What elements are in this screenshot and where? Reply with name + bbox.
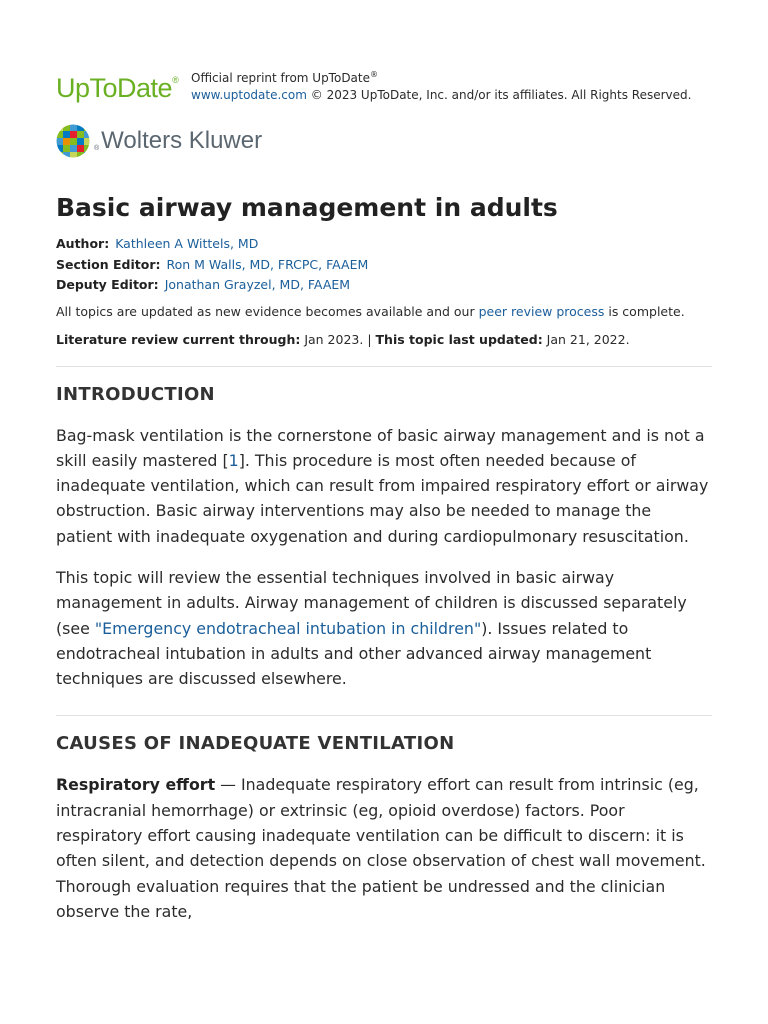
wolters-kluwer-mosaic-icon bbox=[56, 124, 90, 158]
respiratory-effort-subheading: Respiratory effort bbox=[56, 775, 216, 795]
causes-p1-text: — Inadequate respiratory effort can result from intrinsic (eg, intracranial hemorrhage) or extrinsic (eg, opioid overdose) factors. Poor respiratory effort causing inadequate ventilation can be difficult to discern: it is often silent, and detection depends on close observation of chest wall movement. Thorough evaluation requires that the patient be undressed and the clinician observe the rate, bbox=[56, 775, 706, 921]
intro-paragraph-1 bbox=[56, 423, 712, 549]
reprint-reg: ® bbox=[370, 70, 378, 79]
article-credits bbox=[56, 234, 712, 296]
causes-paragraph-1 bbox=[56, 772, 712, 924]
intro-p1-text-a: Bag-mask ventilation is the cornerstone of basic airway management and is not a skill easily mastered [ bbox=[56, 425, 705, 470]
article bbox=[56, 190, 712, 924]
wolters-kluwer-name: Wolters Kluwer bbox=[101, 127, 263, 154]
update-note-pre: All topics are updated as new evidence becomes available and our bbox=[56, 303, 479, 319]
lit-review-value: Jan 2023. | bbox=[300, 331, 376, 347]
deputy-editor-label: Deputy Editor: bbox=[56, 277, 159, 292]
deputy-editor-row bbox=[56, 275, 712, 296]
author-link[interactable]: Kathleen A Wittels, MD bbox=[115, 236, 259, 251]
reprint-header bbox=[56, 64, 712, 104]
intro-p1-text-b: ]. This procedure is most often needed because of inadequate ventilation, which can result from impaired respiratory effort or airway obstruction. Basic airway interventions may also be needed to manage the patient with inadequate oxygenation and during cardiopulmonary resuscitation. bbox=[56, 450, 709, 546]
reprint-line bbox=[191, 66, 691, 87]
author-row bbox=[56, 234, 712, 255]
causes-heading: CAUSES OF INADEQUATE VENTILATION bbox=[56, 733, 455, 755]
uptodate-logo bbox=[56, 64, 178, 104]
reprint-text: Official reprint from UpToDate bbox=[191, 71, 370, 85]
update-note bbox=[56, 303, 712, 321]
section-divider bbox=[56, 366, 712, 367]
lit-review-label: Literature review current through: bbox=[56, 331, 301, 347]
intro-p2-text-a: This topic will review the essential techniques involved in basic airway management in adults. Airway management of children is discussed separately (see bbox=[56, 567, 687, 638]
pediatric-intubation-link[interactable]: "Emergency endotracheal intubation in children" bbox=[94, 618, 482, 638]
section-divider bbox=[56, 715, 712, 716]
intro-paragraph-2 bbox=[56, 565, 712, 691]
copyright-line bbox=[191, 87, 691, 104]
uptodate-logo-reg: ® bbox=[172, 75, 179, 85]
uptodate-logo-text: UpToDate bbox=[56, 73, 173, 103]
section-editor-row bbox=[56, 255, 712, 276]
uptodate-site-link[interactable]: www.uptodate.com bbox=[191, 88, 307, 102]
reference-1-link[interactable]: 1 bbox=[228, 450, 239, 470]
peer-review-link[interactable]: peer review process bbox=[478, 303, 605, 319]
copyright-text: © 2023 UpToDate, Inc. and/or its affiliates. All Rights Reserved. bbox=[310, 88, 692, 102]
update-note-post: is complete. bbox=[604, 303, 685, 319]
section-editor-link[interactable]: Ron M Walls, MD, FRCPC, FAAEM bbox=[166, 256, 369, 272]
intro-heading: INTRODUCTION bbox=[56, 383, 215, 405]
wolters-kluwer-reg: ® bbox=[94, 145, 100, 152]
review-dates bbox=[56, 331, 712, 349]
intro-p2-text-b: ). Issues related to endotracheal intubation in adults and other advanced airway management techniques are discussed elsewhere. bbox=[56, 618, 652, 689]
last-updated-value: Jan 21, 2022. bbox=[542, 331, 630, 347]
section-editor-label: Section Editor: bbox=[56, 256, 161, 272]
wolters-kluwer-wordmark bbox=[94, 126, 262, 164]
deputy-editor-link[interactable]: Jonathan Grayzel, MD, FAAEM bbox=[164, 277, 351, 292]
last-updated-label: This topic last updated: bbox=[375, 331, 543, 347]
author-label: Author: bbox=[56, 236, 110, 251]
reprint-notice bbox=[191, 66, 691, 104]
article-title: Basic airway management in adults bbox=[56, 193, 558, 222]
